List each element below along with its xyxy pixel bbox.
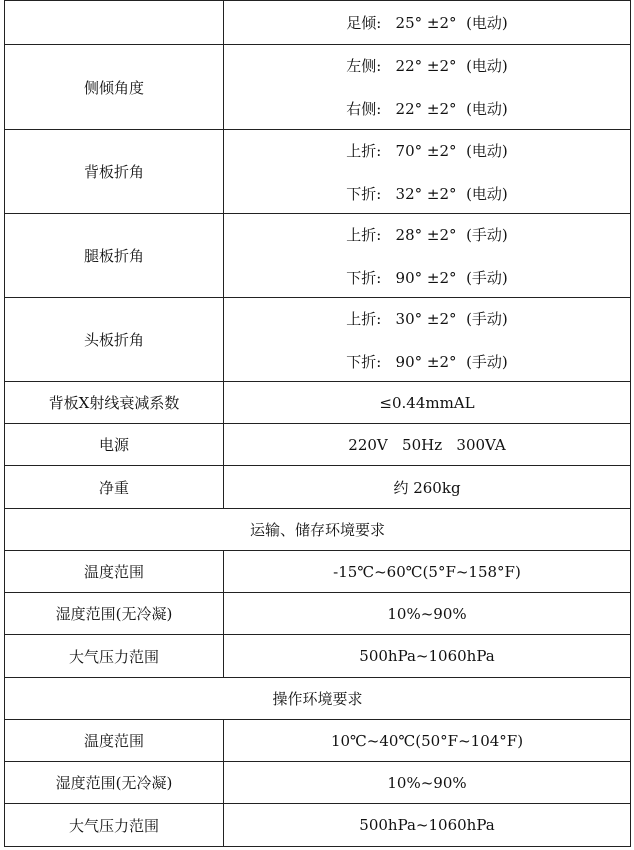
table-row bbox=[5, 45, 631, 130]
table-row bbox=[5, 1, 631, 45]
row-label: 湿度范围(无冷凝) bbox=[5, 593, 224, 635]
row-value bbox=[224, 298, 631, 382]
table-row bbox=[5, 424, 631, 466]
table-row bbox=[5, 720, 631, 762]
row-value: ≤0.44mmAL bbox=[224, 382, 631, 424]
section-title-transport: 运输、储存环境要求 bbox=[5, 509, 631, 551]
table-row bbox=[5, 466, 631, 509]
table-row bbox=[5, 593, 631, 635]
section-header-row bbox=[5, 509, 631, 551]
row-value: 10%~90% bbox=[224, 593, 631, 635]
table-row bbox=[5, 214, 631, 298]
row-value bbox=[224, 45, 631, 130]
row-label: 湿度范围(无冷凝) bbox=[5, 762, 224, 804]
table-row bbox=[5, 762, 631, 804]
row-label: 电源 bbox=[5, 424, 224, 466]
row-label: 大气压力范围 bbox=[5, 804, 224, 847]
spec-table bbox=[4, 0, 631, 847]
row-label: 净重 bbox=[5, 466, 224, 509]
row-value bbox=[224, 1, 631, 45]
row-value: 500hPa~1060hPa bbox=[224, 804, 631, 847]
row-value: -15℃~60℃(5°F~158°F) bbox=[224, 551, 631, 593]
row-value: 10℃~40℃(50°F~104°F) bbox=[224, 720, 631, 762]
table-row bbox=[5, 382, 631, 424]
row-label: 头板折角 bbox=[5, 298, 224, 382]
row-value: 500hPa~1060hPa bbox=[224, 635, 631, 678]
value-line: 下折: 90° ±2° (手动) bbox=[346, 268, 508, 287]
row-label bbox=[5, 1, 224, 45]
row-label: 腿板折角 bbox=[5, 214, 224, 298]
table-row bbox=[5, 635, 631, 678]
table-row bbox=[5, 804, 631, 847]
row-value: 约 260kg bbox=[224, 466, 631, 509]
row-value bbox=[224, 130, 631, 214]
value-line: 左侧: 22° ±2° (电动) bbox=[346, 57, 508, 75]
section-title-operation: 操作环境要求 bbox=[5, 678, 631, 720]
value-line: 上折: 28° ±2° (手动) bbox=[346, 225, 508, 244]
row-value: 10%~90% bbox=[224, 762, 631, 804]
row-label: 背板折角 bbox=[5, 130, 224, 214]
row-label: 温度范围 bbox=[5, 551, 224, 593]
value-line: 右侧: 22° ±2° (电动) bbox=[346, 100, 508, 118]
table-row bbox=[5, 130, 631, 214]
table-row bbox=[5, 551, 631, 593]
row-value: 220V 50Hz 300VA bbox=[224, 424, 631, 466]
value-line: 下折: 90° ±2° (手动) bbox=[346, 352, 508, 371]
row-label: 侧倾角度 bbox=[5, 45, 224, 130]
row-label: 背板X射线衰减系数 bbox=[5, 382, 224, 424]
section-header-row bbox=[5, 678, 631, 720]
row-value bbox=[224, 214, 631, 298]
row-label: 温度范围 bbox=[5, 720, 224, 762]
row-label: 大气压力范围 bbox=[5, 635, 224, 678]
value-line: 下折: 32° ±2° (电动) bbox=[346, 184, 508, 203]
value-line: 足倾: 25° ±2° (电动) bbox=[346, 14, 508, 32]
table-row bbox=[5, 298, 631, 382]
value-line: 上折: 70° ±2° (电动) bbox=[346, 141, 508, 160]
value-line: 上折: 30° ±2° (手动) bbox=[346, 309, 508, 328]
